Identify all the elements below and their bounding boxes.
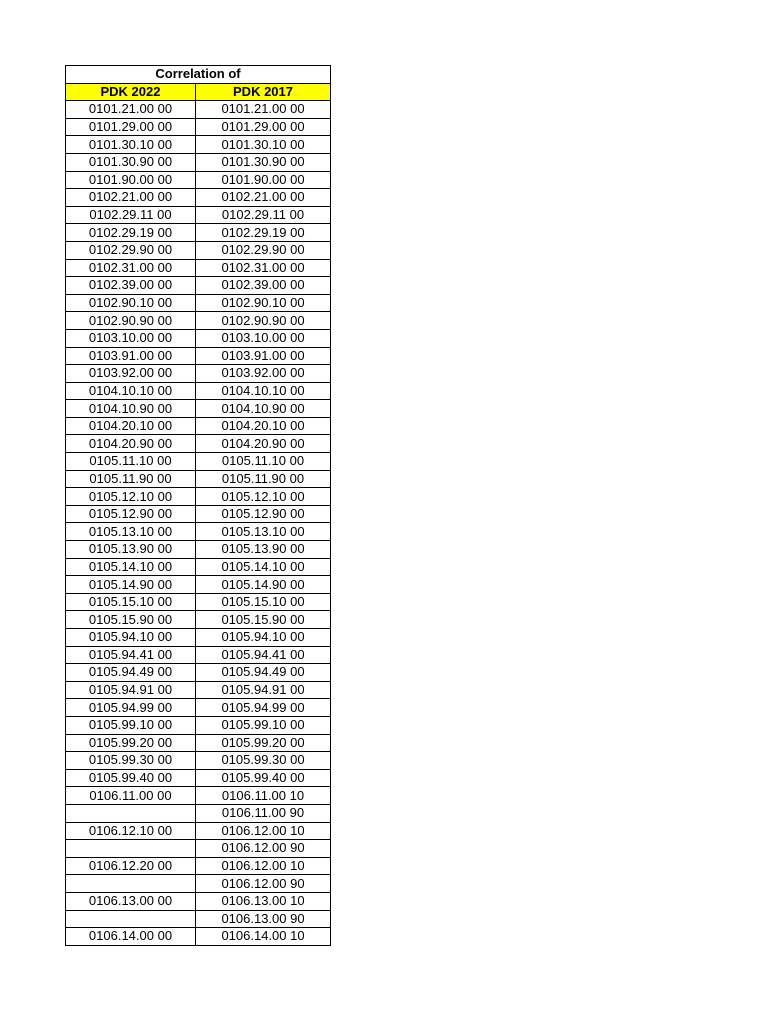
cell-pdk-2022 <box>66 910 196 928</box>
cell-pdk-2017: 0106.12.00 90 <box>196 840 331 858</box>
table-body <box>66 101 331 946</box>
cell-pdk-2022: 0105.14.10 00 <box>66 558 196 576</box>
cell-pdk-2017: 0104.20.10 00 <box>196 417 331 435</box>
table-row <box>66 576 331 594</box>
cell-pdk-2017: 0102.39.00 00 <box>196 277 331 295</box>
cell-pdk-2022: 0106.12.10 00 <box>66 822 196 840</box>
cell-pdk-2017: 0103.92.00 00 <box>196 365 331 383</box>
cell-pdk-2017: 0102.90.10 00 <box>196 294 331 312</box>
table-row <box>66 558 331 576</box>
cell-pdk-2017: 0105.99.20 00 <box>196 734 331 752</box>
cell-pdk-2022: 0106.13.00 00 <box>66 892 196 910</box>
cell-pdk-2022: 0106.11.00 00 <box>66 787 196 805</box>
cell-pdk-2017: 0105.94.10 00 <box>196 629 331 647</box>
cell-pdk-2017: 0103.10.00 00 <box>196 329 331 347</box>
cell-pdk-2017: 0105.99.10 00 <box>196 716 331 734</box>
cell-pdk-2022: 0104.20.10 00 <box>66 417 196 435</box>
cell-pdk-2017: 0105.11.90 00 <box>196 470 331 488</box>
table-row <box>66 875 331 893</box>
cell-pdk-2017: 0102.90.90 00 <box>196 312 331 330</box>
table-row <box>66 523 331 541</box>
table-row <box>66 189 331 207</box>
cell-pdk-2017: 0102.29.11 00 <box>196 206 331 224</box>
cell-pdk-2022 <box>66 875 196 893</box>
column-header-pdk-2022: PDK 2022 <box>66 83 196 101</box>
cell-pdk-2022: 0105.12.90 00 <box>66 505 196 523</box>
cell-pdk-2022: 0104.20.90 00 <box>66 435 196 453</box>
correlation-sheet <box>65 65 330 946</box>
cell-pdk-2017: 0105.13.90 00 <box>196 541 331 559</box>
cell-pdk-2017: 0102.29.90 00 <box>196 241 331 259</box>
cell-pdk-2017: 0101.29.00 00 <box>196 118 331 136</box>
cell-pdk-2017: 0105.94.99 00 <box>196 699 331 717</box>
cell-pdk-2017: 0103.91.00 00 <box>196 347 331 365</box>
correlation-table <box>65 65 331 946</box>
table-row <box>66 734 331 752</box>
table-row <box>66 681 331 699</box>
cell-pdk-2022: 0105.94.91 00 <box>66 681 196 699</box>
cell-pdk-2022: 0105.11.10 00 <box>66 453 196 471</box>
table-row <box>66 400 331 418</box>
cell-pdk-2022: 0101.21.00 00 <box>66 101 196 119</box>
table-row <box>66 787 331 805</box>
cell-pdk-2022: 0105.99.40 00 <box>66 769 196 787</box>
cell-pdk-2017: 0105.15.10 00 <box>196 593 331 611</box>
cell-pdk-2017: 0101.30.90 00 <box>196 153 331 171</box>
table-row <box>66 611 331 629</box>
cell-pdk-2017: 0105.12.10 00 <box>196 488 331 506</box>
column-header-pdk-2017: PDK 2017 <box>196 83 331 101</box>
cell-pdk-2017: 0102.29.19 00 <box>196 224 331 242</box>
cell-pdk-2022: 0103.10.00 00 <box>66 329 196 347</box>
cell-pdk-2017: 0105.11.10 00 <box>196 453 331 471</box>
cell-pdk-2022: 0105.11.90 00 <box>66 470 196 488</box>
cell-pdk-2022: 0102.29.90 00 <box>66 241 196 259</box>
table-row <box>66 769 331 787</box>
cell-pdk-2022: 0105.94.10 00 <box>66 629 196 647</box>
table-row <box>66 277 331 295</box>
table-row <box>66 857 331 875</box>
cell-pdk-2022: 0105.99.20 00 <box>66 734 196 752</box>
table-row <box>66 294 331 312</box>
table-row <box>66 347 331 365</box>
cell-pdk-2017: 0106.12.00 90 <box>196 875 331 893</box>
table-row <box>66 153 331 171</box>
table-row <box>66 822 331 840</box>
cell-pdk-2017: 0101.90.00 00 <box>196 171 331 189</box>
cell-pdk-2017: 0102.21.00 00 <box>196 189 331 207</box>
table-row <box>66 101 331 119</box>
cell-pdk-2022: 0105.99.10 00 <box>66 716 196 734</box>
table-row <box>66 382 331 400</box>
table-row <box>66 453 331 471</box>
cell-pdk-2022: 0105.99.30 00 <box>66 752 196 770</box>
cell-pdk-2017: 0105.99.40 00 <box>196 769 331 787</box>
cell-pdk-2017: 0104.10.90 00 <box>196 400 331 418</box>
cell-pdk-2022 <box>66 840 196 858</box>
cell-pdk-2022: 0101.90.00 00 <box>66 171 196 189</box>
cell-pdk-2017: 0101.30.10 00 <box>196 136 331 154</box>
cell-pdk-2017: 0105.12.90 00 <box>196 505 331 523</box>
table-row <box>66 136 331 154</box>
cell-pdk-2017: 0104.20.90 00 <box>196 435 331 453</box>
table-row <box>66 241 331 259</box>
cell-pdk-2022: 0102.39.00 00 <box>66 277 196 295</box>
table-row <box>66 488 331 506</box>
table-row <box>66 716 331 734</box>
cell-pdk-2022 <box>66 804 196 822</box>
table-row <box>66 629 331 647</box>
table-row <box>66 259 331 277</box>
title-row <box>66 66 331 84</box>
cell-pdk-2022: 0101.30.90 00 <box>66 153 196 171</box>
cell-pdk-2017: 0106.13.00 10 <box>196 892 331 910</box>
header-row <box>66 83 331 101</box>
table-row <box>66 840 331 858</box>
table-row <box>66 505 331 523</box>
cell-pdk-2017: 0106.12.00 10 <box>196 857 331 875</box>
cell-pdk-2022: 0102.21.00 00 <box>66 189 196 207</box>
cell-pdk-2022: 0106.12.20 00 <box>66 857 196 875</box>
cell-pdk-2017: 0106.11.00 90 <box>196 804 331 822</box>
cell-pdk-2022: 0105.15.10 00 <box>66 593 196 611</box>
cell-pdk-2022: 0101.29.00 00 <box>66 118 196 136</box>
table-row <box>66 118 331 136</box>
cell-pdk-2017: 0105.94.41 00 <box>196 646 331 664</box>
cell-pdk-2017: 0106.11.00 10 <box>196 787 331 805</box>
table-row <box>66 752 331 770</box>
cell-pdk-2022: 0103.92.00 00 <box>66 365 196 383</box>
cell-pdk-2017: 0104.10.10 00 <box>196 382 331 400</box>
cell-pdk-2017: 0106.14.00 10 <box>196 928 331 946</box>
cell-pdk-2017: 0105.94.91 00 <box>196 681 331 699</box>
cell-pdk-2022: 0101.30.10 00 <box>66 136 196 154</box>
table-row <box>66 804 331 822</box>
cell-pdk-2022: 0105.12.10 00 <box>66 488 196 506</box>
table-row <box>66 470 331 488</box>
table-title: Correlation of <box>66 66 331 84</box>
table-row <box>66 541 331 559</box>
table-row <box>66 365 331 383</box>
cell-pdk-2022: 0102.31.00 00 <box>66 259 196 277</box>
cell-pdk-2022: 0102.90.90 00 <box>66 312 196 330</box>
table-row <box>66 593 331 611</box>
table-row <box>66 329 331 347</box>
cell-pdk-2017: 0105.13.10 00 <box>196 523 331 541</box>
table-row <box>66 910 331 928</box>
cell-pdk-2017: 0102.31.00 00 <box>196 259 331 277</box>
cell-pdk-2017: 0105.14.10 00 <box>196 558 331 576</box>
cell-pdk-2022: 0102.29.19 00 <box>66 224 196 242</box>
cell-pdk-2022: 0105.94.41 00 <box>66 646 196 664</box>
table-row <box>66 206 331 224</box>
table-row <box>66 664 331 682</box>
cell-pdk-2022: 0105.94.49 00 <box>66 664 196 682</box>
table-row <box>66 928 331 946</box>
cell-pdk-2017: 0106.13.00 90 <box>196 910 331 928</box>
table-row <box>66 892 331 910</box>
cell-pdk-2017: 0106.12.00 10 <box>196 822 331 840</box>
cell-pdk-2022: 0102.90.10 00 <box>66 294 196 312</box>
cell-pdk-2022: 0106.14.00 00 <box>66 928 196 946</box>
cell-pdk-2017: 0101.21.00 00 <box>196 101 331 119</box>
cell-pdk-2022: 0105.15.90 00 <box>66 611 196 629</box>
cell-pdk-2022: 0102.29.11 00 <box>66 206 196 224</box>
table-row <box>66 435 331 453</box>
cell-pdk-2022: 0105.14.90 00 <box>66 576 196 594</box>
cell-pdk-2022: 0105.13.90 00 <box>66 541 196 559</box>
table-row <box>66 224 331 242</box>
cell-pdk-2017: 0105.94.49 00 <box>196 664 331 682</box>
table-row <box>66 417 331 435</box>
table-row <box>66 646 331 664</box>
cell-pdk-2022: 0105.13.10 00 <box>66 523 196 541</box>
cell-pdk-2022: 0104.10.10 00 <box>66 382 196 400</box>
cell-pdk-2017: 0105.15.90 00 <box>196 611 331 629</box>
cell-pdk-2022: 0105.94.99 00 <box>66 699 196 717</box>
cell-pdk-2022: 0103.91.00 00 <box>66 347 196 365</box>
table-row <box>66 171 331 189</box>
table-row <box>66 699 331 717</box>
cell-pdk-2017: 0105.14.90 00 <box>196 576 331 594</box>
cell-pdk-2022: 0104.10.90 00 <box>66 400 196 418</box>
table-row <box>66 312 331 330</box>
cell-pdk-2017: 0105.99.30 00 <box>196 752 331 770</box>
